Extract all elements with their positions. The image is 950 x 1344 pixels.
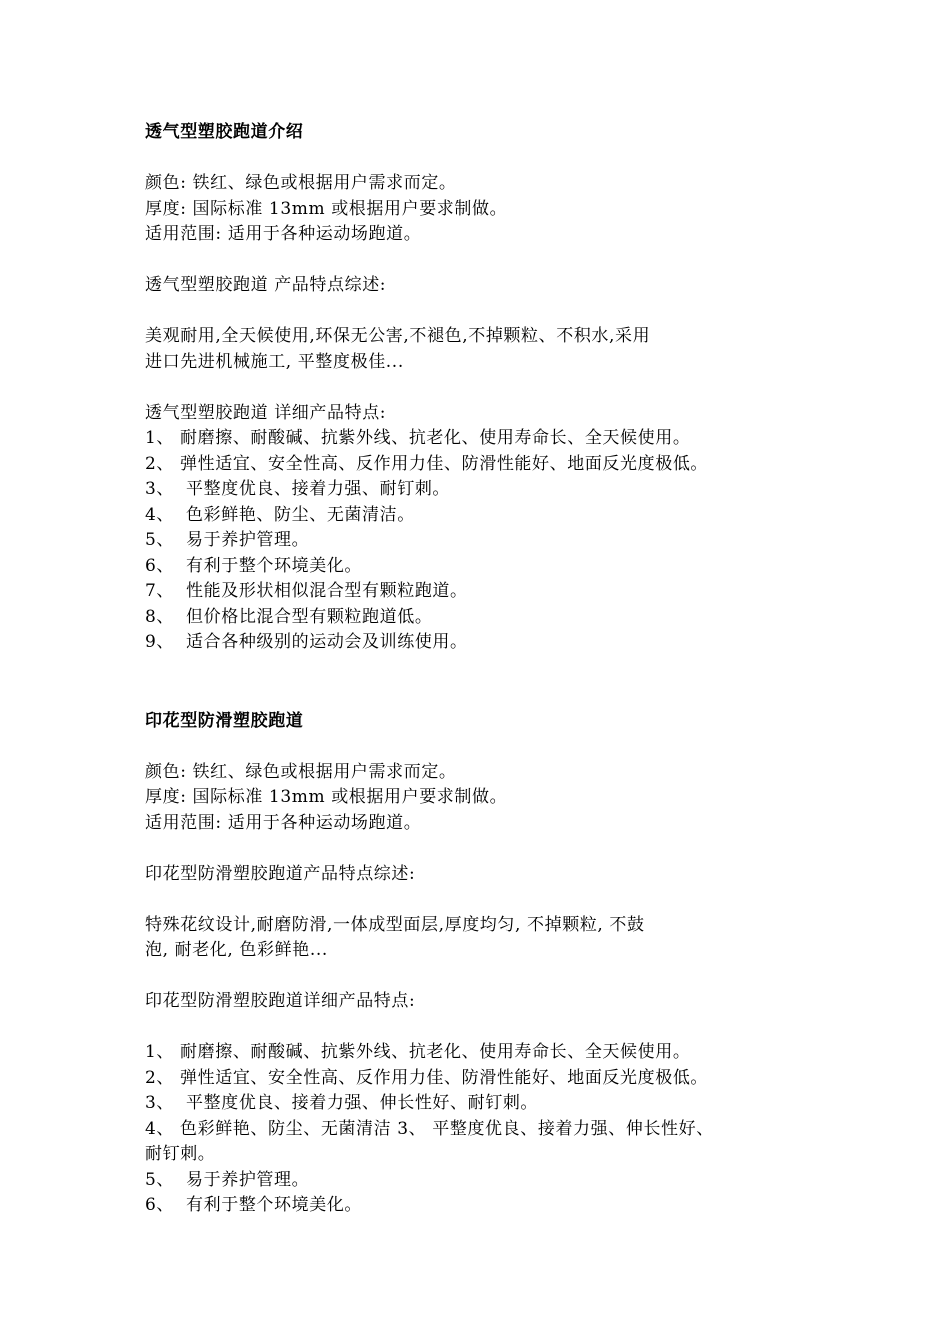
- section2-feature-item: 2、 弹性适宜、安全性高、反作用力佳、防滑性能好、地面反光度极低。: [145, 1067, 709, 1088]
- section2-feature-item: 3、 平整度优良、接着力强、伸长性好、耐钉刺。: [145, 1093, 539, 1113]
- section2-thickness-line: 厚度: 国际标准 13mm 或根据用户要求制做。: [145, 787, 508, 807]
- section1-feature-item: 9、 适合各种级别的运动会及训练使用。: [145, 632, 468, 652]
- section1-thickness-line: 厚度: 国际标准 13mm 或根据用户要求制做。: [145, 198, 508, 219]
- section1-color-line: 颜色: 铁红、绿色或根据用户需求而定。: [145, 173, 457, 193]
- section2-feature-item: 6、 有利于整个环境美化。: [145, 1195, 363, 1215]
- section2-scope-line: 适用范围: 适用于各种运动场跑道。: [145, 812, 422, 833]
- section2-summary-text-1: 特殊花纹设计,耐磨防滑,一体成型面层,厚度均匀, 不掉颗粒, 不鼓: [145, 914, 645, 935]
- section1-feature-item: 1、 耐磨擦、耐酸碱、抗紫外线、抗老化、使用寿命长、全天候使用。: [145, 428, 691, 448]
- document-page: [145, 120, 825, 1219]
- section1-feature-item: 3、 平整度优良、接着力强、耐钉刺。: [145, 479, 451, 499]
- section2-title: 印花型防滑塑胶跑道: [145, 710, 304, 731]
- section1-detail-heading: 透气型塑胶跑道 详细产品特点:: [145, 402, 387, 423]
- section2-feature-item: 耐钉刺。: [145, 1144, 216, 1164]
- section1-feature-item: 4、 色彩鲜艳、防尘、无菌清洁。: [145, 504, 415, 525]
- section2-detail-heading: 印花型防滑塑胶跑道详细产品特点:: [145, 991, 416, 1011]
- section1-feature-item: 2、 弹性适宜、安全性高、反作用力佳、防滑性能好、地面反光度极低。: [145, 453, 709, 474]
- section1-summary-heading: 透气型塑胶跑道 产品特点综述:: [145, 275, 387, 295]
- section1-summary-text-2: 进口先进机械施工, 平整度极佳...: [145, 351, 404, 372]
- section2-feature-item: 4、 色彩鲜艳、防尘、无菌清洁 3、 平整度优良、接着力强、伸长性好、: [145, 1118, 714, 1139]
- section1-scope-line: 适用范围: 适用于各种运动场跑道。: [145, 224, 422, 244]
- section2-summary-text-2: 泡, 耐老化, 色彩鲜艳...: [145, 940, 328, 960]
- section2-feature-item: 1、 耐磨擦、耐酸碱、抗紫外线、抗老化、使用寿命长、全天候使用。: [145, 1042, 691, 1062]
- section1-feature-item: 7、 性能及形状相似混合型有颗粒跑道。: [145, 581, 468, 601]
- section1-feature-item: 5、 易于养护管理。: [145, 530, 310, 550]
- section2-feature-item: 5、 易于养护管理。: [145, 1169, 310, 1190]
- section1-feature-item: 6、 有利于整个环境美化。: [145, 555, 363, 576]
- section1-summary-text-1: 美观耐用,全天候使用,环保无公害,不褪色,不掉颗粒、不积水,采用: [145, 326, 651, 346]
- section2-color-line: 颜色: 铁红、绿色或根据用户需求而定。: [145, 761, 457, 782]
- section1-feature-item: 8、 但价格比混合型有颗粒跑道低。: [145, 606, 433, 627]
- section1-title: 透气型塑胶跑道介绍: [145, 122, 304, 142]
- section2-summary-heading: 印花型防滑塑胶跑道产品特点综述:: [145, 863, 416, 884]
